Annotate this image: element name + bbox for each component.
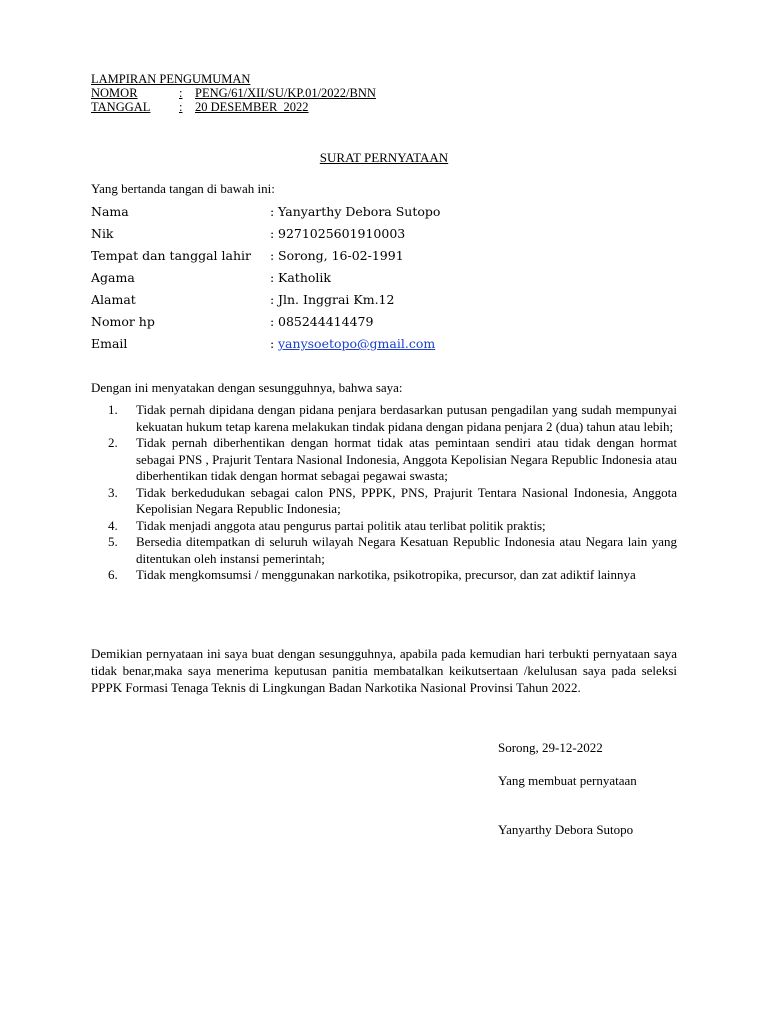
list-number: 5. [108,534,118,549]
field-label: Nama [91,204,129,219]
tanggal-separator: : [179,100,183,114]
field-row-birth [91,248,440,270]
field-separator: : [270,204,275,219]
field-separator: : [270,248,275,263]
field-label: Tempat dan tanggal lahir [91,248,251,263]
document-title: SURAT PERNYATAAN [319,150,449,165]
announcement-header [91,72,376,114]
statement-lead: Dengan ini menyatakan dengan sesungguhnya, bahwa saya: [91,380,403,395]
list-text: Bersedia ditempatkan di seluruh wilayah Negara Kesatuan Republic Indonesia atau Negara lain yang ditentukan oleh instansi pemerintah; [136,534,677,566]
nomor-value: PENG/61/XII/SU/KP.01/2022/BNN [195,86,376,100]
list-item [108,402,677,435]
list-text: Tidak mengkomsumsi / menggunakan narkotika, psikotropika, precursor, dan zat adiktif lainnya [136,567,636,582]
tanggal-value: 20 DESEMBER 2022 [195,100,309,114]
identity-fields [91,204,440,358]
list-item [108,567,677,584]
list-text: Tidak berkedudukan sebagai calon PNS, PPPK, PNS, Prajurit Tentara Nasional Indonesia, Anggota Kepolisian Negara Republic Indonesia; [136,484,677,516]
field-row-nama [91,204,440,226]
field-value: 085244414479 [278,314,374,329]
header-tanggal-row [91,100,376,114]
statement-list [108,402,677,584]
intro-text: Yang bertanda tangan di bawah ini: [91,181,275,196]
header-title-text: LAMPIRAN PENGUMUMAN [91,72,251,86]
closing-paragraph: Demikian pernyataan ini saya buat dengan sesungguhnya, apabila pada kemudian hari terbukti pernyataan saya tidak benar,maka saya menerima keputusan panitia membatalkan keikutsertaan /kelulusan saya pada seleksi PPPK Formasi Tenaga Teknis di Lingkungan Badan Narkotika Nasional Provinsi Tahun 2022. [91,646,677,695]
list-number: 4. [108,517,118,533]
list-item [108,485,677,518]
list-number: 2. [108,435,118,450]
field-value: Sorong, 16-02-1991 [278,248,404,263]
field-value: 9271025601910003 [278,226,406,241]
field-value: Yanyarthy Debora Sutopo [278,204,441,219]
field-label: Email [91,336,128,351]
list-item [108,435,677,485]
field-row-agama [91,270,440,292]
field-separator: : [270,336,275,351]
list-text: Tidak menjadi anggota atau pengurus partai politik atau terlibat politik praktis; [136,517,546,533]
field-value: Katholik [278,270,331,285]
list-item [108,534,677,567]
header-title [91,72,376,86]
signature-maker-label: Yang membuat pernyataan [498,773,637,788]
field-label: Nik [91,226,114,241]
email-link[interactable]: yanysoetopo@gmail.com [278,336,436,351]
field-separator: : [270,292,275,307]
field-separator: : [270,314,275,329]
nomor-separator: : [179,86,183,100]
list-number: 3. [108,484,118,500]
nomor-label: NOMOR [91,86,138,100]
field-value: Jln. Inggrai Km.12 [278,292,395,307]
list-number: 6. [108,567,118,582]
field-row-phone [91,314,440,336]
field-row-email [91,336,440,358]
list-number: 1. [108,402,118,417]
field-label: Alamat [91,292,136,307]
field-separator: : [270,270,275,285]
header-nomor-row [91,86,376,100]
list-item [108,518,677,535]
list-text: Tidak pernah diberhentikan dengan hormat tidak atas pemintaan sendiri atau tidak dengan hormat sebagai PNS , Prajurit Tentara Nasional Indonesia, Anggota Kepolisian Negara Republic Indonesia atau diberhentikan tidak dengan hormat sebagai pegawai swasta; [136,435,677,483]
field-label: Nomor hp [91,314,155,329]
field-row-alamat [91,292,440,314]
signature-place-date: Sorong, 29-12-2022 [498,740,603,755]
field-row-nik [91,226,440,248]
field-label: Agama [91,270,135,285]
list-text: Tidak pernah dipidana dengan pidana penjara berdasarkan putusan pengadilan yang sudah mempunyai kekuatan hukum tetap karena melakukan tindak pidana dengan pidana penjara 2 (dua) tahun atau lebih; [136,402,677,434]
field-separator: : [270,226,275,241]
tanggal-label: TANGGAL [91,100,151,114]
signature-name: Yanyarthy Debora Sutopo [498,822,634,837]
